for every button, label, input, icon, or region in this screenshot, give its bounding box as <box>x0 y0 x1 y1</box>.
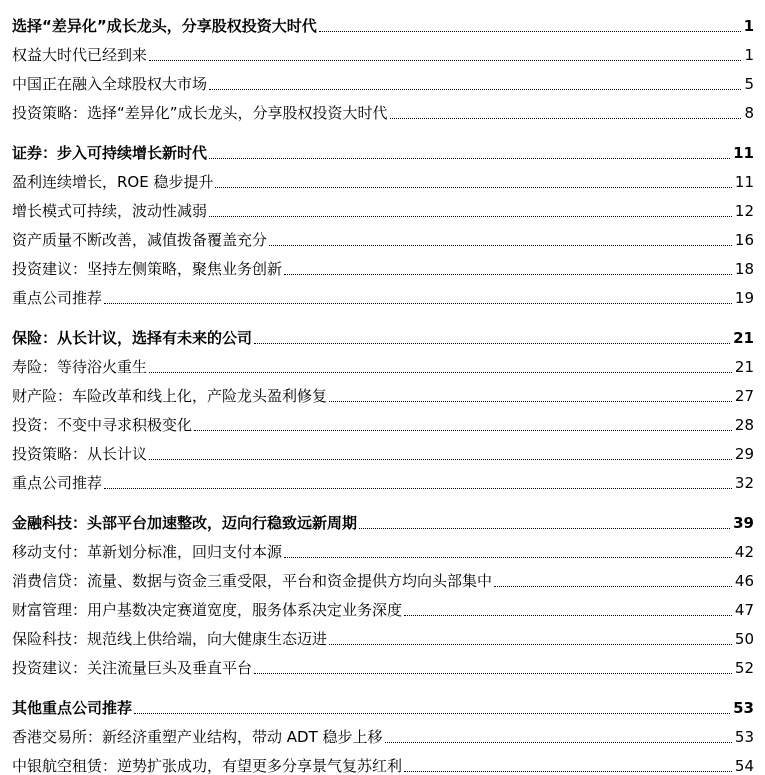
toc-entry[interactable] <box>12 249 754 278</box>
toc-heading-page: 39 <box>733 514 754 532</box>
toc-entry-title: 投资建议：坚持左侧策略，聚焦业务创新 <box>12 260 283 278</box>
toc-entry-page: 12 <box>734 202 754 220</box>
toc-entry-title: 盈利连续增长，ROE 稳步提升 <box>12 173 214 191</box>
toc-section <box>12 6 754 122</box>
dot-leader <box>319 30 741 32</box>
table-of-contents <box>12 6 754 775</box>
toc-entry-page: 42 <box>734 543 754 561</box>
toc-entry-page: 54 <box>734 757 754 775</box>
dot-leader <box>494 585 732 587</box>
dot-leader <box>329 643 732 645</box>
toc-entry-title: 寿险：等待浴火重生 <box>12 358 148 376</box>
toc-heading[interactable] <box>12 133 754 162</box>
dot-leader <box>385 741 732 743</box>
toc-entry[interactable] <box>12 191 754 220</box>
toc-section <box>12 318 754 492</box>
toc-section <box>12 133 754 307</box>
toc-heading-title: 证券：步入可持续增长新时代 <box>12 144 208 162</box>
toc-entry-title: 财产险：车险改革和线上化，产险龙头盈利修复 <box>12 387 328 405</box>
toc-heading[interactable] <box>12 503 754 532</box>
dot-leader <box>134 712 730 714</box>
dot-leader <box>149 458 732 460</box>
dot-leader <box>329 400 732 402</box>
toc-entry-title: 重点公司推荐 <box>12 474 103 492</box>
toc-entry-page: 1 <box>744 46 754 64</box>
toc-entry-title: 投资策略：选择“差异化”成长龙头，分享股权投资大时代 <box>12 104 388 122</box>
toc-entry-page: 5 <box>744 75 754 93</box>
toc-entry[interactable] <box>12 532 754 561</box>
toc-entry-page: 19 <box>734 289 754 307</box>
toc-entry-page: 52 <box>734 659 754 677</box>
toc-entry[interactable] <box>12 35 754 64</box>
dot-leader <box>209 88 741 90</box>
toc-entry[interactable] <box>12 220 754 249</box>
dot-leader <box>104 302 732 304</box>
toc-entry[interactable] <box>12 619 754 648</box>
toc-entry-title: 保险科技：规范线上供给端，向大健康生态迈进 <box>12 630 328 648</box>
toc-heading-title: 保险：从长计议，选择有未来的公司 <box>12 329 253 347</box>
toc-entry-page: 50 <box>734 630 754 648</box>
toc-entry-page: 16 <box>734 231 754 249</box>
toc-heading[interactable] <box>12 318 754 347</box>
toc-entry-title: 财富管理：用户基数决定赛道宽度，服务体系决定业务深度 <box>12 601 403 619</box>
dot-leader <box>209 215 732 217</box>
toc-entry-page: 21 <box>734 358 754 376</box>
dot-leader <box>194 429 732 431</box>
dot-leader <box>359 527 730 529</box>
toc-entry[interactable] <box>12 434 754 463</box>
toc-entry-page: 18 <box>734 260 754 278</box>
toc-entry-title: 投资策略：从长计议 <box>12 445 148 463</box>
dot-leader <box>215 186 731 188</box>
dot-leader <box>254 672 732 674</box>
toc-entry-page: 11 <box>734 173 754 191</box>
dot-leader <box>209 157 730 159</box>
toc-entry[interactable] <box>12 93 754 122</box>
toc-heading-page: 1 <box>743 17 754 35</box>
dot-leader <box>149 371 732 373</box>
section-gap <box>12 677 754 688</box>
toc-entry-page: 47 <box>734 601 754 619</box>
toc-heading-title: 其他重点公司推荐 <box>12 699 133 717</box>
toc-entry[interactable] <box>12 162 754 191</box>
toc-entry[interactable] <box>12 648 754 677</box>
dot-leader <box>284 273 732 275</box>
toc-entry[interactable] <box>12 590 754 619</box>
toc-entry-title: 资产质量不断改善，减值拨备覆盖充分 <box>12 231 268 249</box>
toc-heading-page: 11 <box>733 144 754 162</box>
toc-entry[interactable] <box>12 405 754 434</box>
toc-heading[interactable] <box>12 688 754 717</box>
section-gap <box>12 307 754 318</box>
toc-heading-page: 53 <box>733 699 754 717</box>
toc-entry-title: 权益大时代已经到来 <box>12 46 148 64</box>
toc-entry[interactable] <box>12 561 754 590</box>
toc-entry-page: 28 <box>734 416 754 434</box>
toc-entry[interactable] <box>12 717 754 746</box>
toc-entry-title: 重点公司推荐 <box>12 289 103 307</box>
dot-leader <box>404 614 732 616</box>
toc-entry-title: 投资建议：关注流量巨头及垂直平台 <box>12 659 253 677</box>
toc-entry-page: 29 <box>734 445 754 463</box>
toc-section <box>12 503 754 677</box>
section-gap <box>12 492 754 503</box>
toc-entry-page: 46 <box>734 572 754 590</box>
toc-entry-title: 消费信贷：流量、数据与资金三重受限，平台和资金提供方均向头部集中 <box>12 572 493 590</box>
toc-entry[interactable] <box>12 64 754 93</box>
toc-entry-title: 中国正在融入全球股权大市场 <box>12 75 208 93</box>
toc-heading-page: 21 <box>733 329 754 347</box>
toc-entry-title: 移动支付：革新划分标准，回归支付本源 <box>12 543 283 561</box>
toc-section <box>12 688 754 775</box>
toc-entry-page: 53 <box>734 728 754 746</box>
toc-entry[interactable] <box>12 347 754 376</box>
toc-entry[interactable] <box>12 278 754 307</box>
toc-entry-title: 中银航空租赁：逆势扩张成功，有望更多分享景气复苏红利 <box>12 757 403 775</box>
toc-entry-page: 27 <box>734 387 754 405</box>
toc-heading[interactable] <box>12 6 754 35</box>
dot-leader <box>269 244 732 246</box>
toc-entry-title: 投资：不变中寻求积极变化 <box>12 416 193 434</box>
toc-entry-page: 8 <box>744 104 754 122</box>
dot-leader <box>104 487 732 489</box>
toc-entry-title: 增长模式可持续，波动性减弱 <box>12 202 208 220</box>
toc-entry[interactable] <box>12 376 754 405</box>
dot-leader <box>390 117 742 119</box>
toc-heading-title: 金融科技：头部平台加速整改，迈向行稳致远新周期 <box>12 514 358 532</box>
dot-leader <box>149 59 741 61</box>
toc-entry-page: 32 <box>734 474 754 492</box>
section-gap <box>12 122 754 133</box>
toc-entry[interactable] <box>12 746 754 775</box>
toc-heading-title: 选择“差异化”成长龙头，分享股权投资大时代 <box>12 17 317 35</box>
dot-leader <box>254 342 730 344</box>
toc-entry[interactable] <box>12 463 754 492</box>
dot-leader <box>284 556 732 558</box>
toc-entry-title: 香港交易所：新经济重塑产业结构，带动 ADT 稳步上移 <box>12 728 383 746</box>
